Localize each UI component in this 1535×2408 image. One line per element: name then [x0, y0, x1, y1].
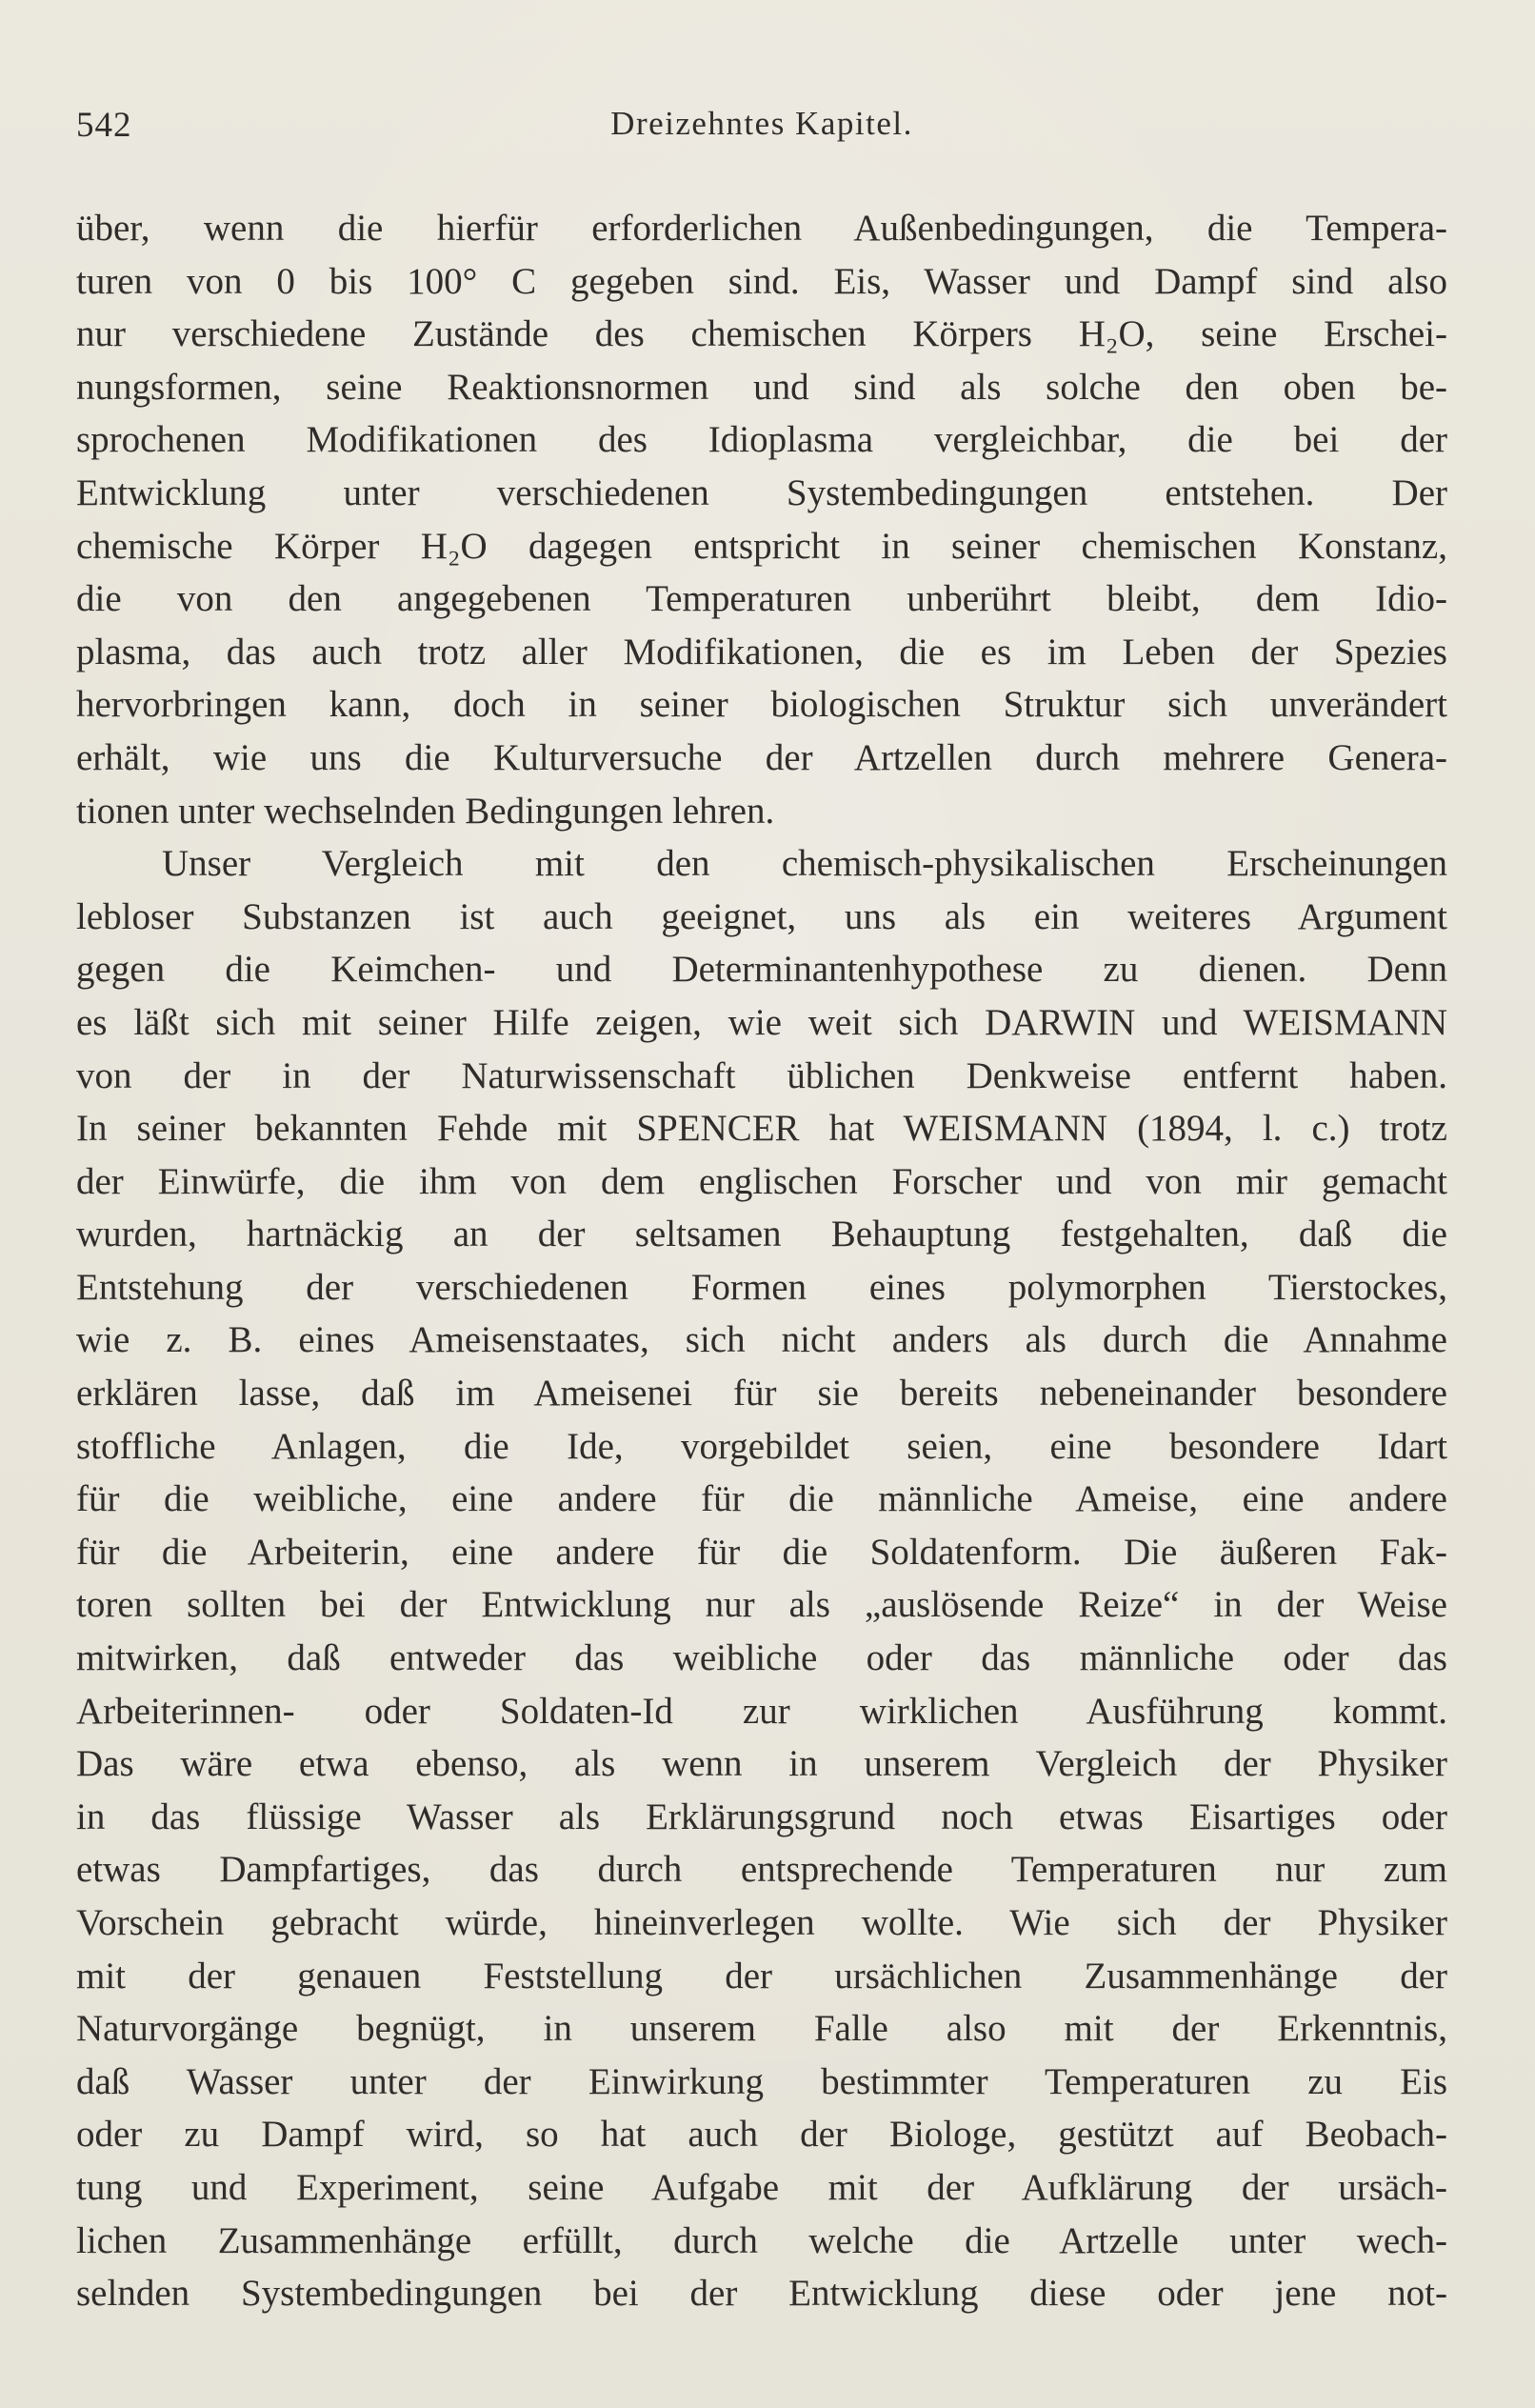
text-line: hervorbringen kann, doch in seiner biologischen Struktur sich unverändert	[76, 684, 1447, 726]
text-line: lebloser Substanzen ist auch geeignet, uns als ein weiteres Argument	[76, 895, 1447, 937]
text-line: oder zu Dampf wird, so hat auch der Biologe, gestützt auf Beobach-	[76, 2114, 1447, 2156]
text-line: stoffliche Anlagen, die Ide, vorgebildet seien, eine besondere Idart	[76, 1425, 1447, 1467]
text-line: Vorschein gebracht würde, hineinverlegen wollte. Wie sich der Physiker	[76, 1902, 1447, 1943]
text-line: wie z. B. eines Ameisenstaates, sich nicht anders als durch die Annahme	[76, 1319, 1447, 1361]
page-number: 542	[76, 106, 132, 145]
body-text	[76, 202, 1447, 2320]
text-line: chemische Körper H₂O dagegen entspricht in seiner chemischen Konstanz,	[76, 525, 1447, 567]
text-line: für die weibliche, eine andere für die männliche Ameise, eine andere	[76, 1478, 1447, 1520]
text-line: turen von 0 bis 100° C gegeben sind. Eis, Wasser und Dampf sind also	[76, 260, 1447, 302]
text-line: für die Arbeiterin, eine andere für die Soldatenform. Die äußeren Fak-	[76, 1531, 1447, 1573]
text-line: Unser Vergleich mit den chemisch-physikalischen Erscheinungen	[162, 843, 1447, 885]
text-line: In seiner bekannten Fehde mit SPENCER hat WEISMANN (1894, l. c.) trotz	[76, 1108, 1447, 1150]
text-line: erklären lasse, daß im Ameisenei für sie bereits nebeneinander besondere	[76, 1373, 1447, 1415]
text-line: wurden, hartnäckig an der seltsamen Behauptung festgehalten, daß die	[76, 1214, 1447, 1255]
text-line: es läßt sich mit seiner Hilfe zeigen, wie weit sich DARWIN und WEISMANN	[76, 1001, 1447, 1043]
text-line: plasma, das auch trotz aller Modifikationen, die es im Leben der Spezies	[76, 631, 1447, 672]
text-line: lichen Zusammenhänge erfüllt, durch welche die Artzelle unter wech-	[76, 2219, 1447, 2261]
text-line: daß Wasser unter der Einwirkung bestimmter Temperaturen zu Eis	[76, 2060, 1447, 2102]
text-line: sprochenen Modifikationen des Idioplasma vergleichbar, die bei der	[76, 419, 1447, 461]
text-line: etwas Dampfartiges, das durch entsprechende Temperaturen nur zum	[76, 1849, 1447, 1891]
text-line: selnden Systembedingungen bei der Entwicklung diese oder jene not-	[76, 2273, 1447, 2315]
page-header	[76, 105, 1447, 154]
text-line: mitwirken, daß entweder das weibliche oder das männliche oder das	[76, 1637, 1447, 1679]
text-line: Entwicklung unter verschiedenen Systembedingungen entstehen. Der	[76, 472, 1447, 513]
text-line: erhält, wie uns die Kulturversuche der Artzellen durch mehrere Genera-	[76, 736, 1447, 778]
text-line: tung und Experiment, seine Aufgabe mit der Aufklärung der ursäch-	[76, 2166, 1447, 2208]
running-title: Dreizehntes Kapitel.	[610, 105, 913, 142]
text-line: Arbeiterinnen- oder Soldaten-Id zur wirklichen Ausführung kommt.	[76, 1690, 1447, 1732]
text-line: über, wenn die hierfür erforderlichen Außenbedingungen, die Tempera-	[76, 208, 1447, 249]
text-line: tionen unter wechselnden Bedingungen lehren.	[76, 790, 775, 832]
text-line: mit der genauen Feststellung der ursächlichen Zusammenhänge der	[76, 1955, 1447, 1997]
text-line: Entstehung der verschiedenen Formen eines polymorphen Tierstockes,	[76, 1266, 1447, 1308]
text-line: der Einwürfe, die ihm von dem englischen Forscher und von mir gemacht	[76, 1160, 1447, 1202]
text-line: gegen die Keimchen- und Determinantenhypothese zu dienen. Denn	[76, 949, 1447, 991]
text-line: die von den angegebenen Temperaturen unberührt bleibt, dem Idio-	[76, 578, 1447, 620]
text-line: in das flüssige Wasser als Erklärungsgrund noch etwas Eisartiges oder	[76, 1796, 1447, 1837]
text-line: Das wäre etwa ebenso, als wenn in unserem Vergleich der Physiker	[76, 1743, 1447, 1785]
text-line: von der in der Naturwissenschaft üblichen Denkweise entfernt haben.	[76, 1054, 1447, 1096]
text-line: Naturvorgänge begnügt, in unserem Falle also mit der Erkenntnis,	[76, 2008, 1447, 2050]
text-line: nungsformen, seine Reaktionsnormen und sind als solche den oben be-	[76, 366, 1447, 408]
text-line: nur verschiedene Zustände des chemischen Körpers H₂O, seine Erschei-	[76, 313, 1447, 355]
text-line: toren sollten bei der Entwicklung nur als „auslösende Reize“ in der Weise	[76, 1584, 1447, 1626]
